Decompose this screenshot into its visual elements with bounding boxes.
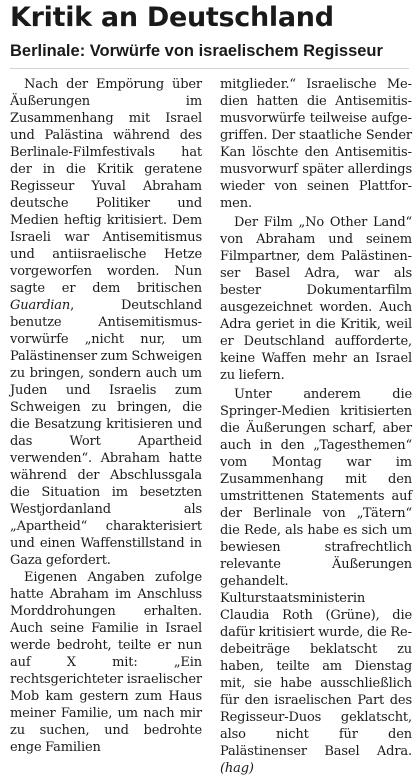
article-subheadline: Berlinale: Vorwürfe von israelischem Regisseur xyxy=(10,42,383,60)
publication-name: Guardian xyxy=(10,298,71,313)
article-paragraph: Eigenen Angaben zufolge hatte Abraham im Anschluss Morddrohungen erhalten. Auch seine Familie in Israel werde bedroht, teilte er nun auf X mit: „Ein rechtsgerichteter israelischer Mob kam gestern zum Haus meiner Familie, um nach mir zu suchen, und bedrohte enge Familien xyxy=(10,570,202,755)
paragraph-text: , Deutschland benutze Antisemitismusvorwürfe „nicht nur, um Palästinenser zum Schweigen zu bringen, sondern auch um Juden und Israelis zum Schweigen zu bringen, die die Besatzung kritisieren und das Wort Apartheid verwenden“. Abraham hatte während der Abschlussgala die Situation im besetzten Westjordanland als „Apartheid“ charakterisiert und einen Waffenstillstand in Gaza gefordert. xyxy=(10,298,202,568)
article-paragraph: Der Film „No Other Land“ von Abraham und seinem Filmpartner, dem Palästinenser Basel Adra, war als bester Dokumentarfilm ausgezeichnet worden. Auch Adra geriet in die Kritik, weil er Deutschland aufforderte, keine Waffen mehr an Israel zu liefern. xyxy=(220,215,412,383)
article-paragraph: mitglieder.“ Israelische Medien hatten die Antisemitismusvorwürfe teilweise aufgegriffen. Der staatliche Sender Kan löschte den Antisemitismusvorwurf später allerdings wieder von seinen Plattformen. xyxy=(220,77,412,211)
article-paragraph xyxy=(10,76,202,569)
article-column-right xyxy=(220,76,412,777)
article-column-left xyxy=(10,76,202,756)
author-signature: (hag) xyxy=(220,761,254,776)
header-divider xyxy=(10,68,409,69)
article-headline: Kritik an Deutschland xyxy=(10,2,334,33)
article-paragraph xyxy=(220,386,412,777)
paragraph-text: Unter anderem die Springer-Medien kritisierten die Äußerungen scharf, aber auch in den „Tagesthemen“ vom Montag war im Zusammenhang mit den umstrittenen Statements auf der Berlinale von „Tätern“ die Rede, als habe es sich um bewiesen strafrechtlich relevante Äußerungen gehandelt. Kulturstaatsministerin Claudia Roth (Grüne), die dafür kritisiert wurde, die Redebeiträge beklatscht zu haben, teilte am Dienstag mit, sie habe ausschließlich für den israelischen Part des Regisseur-Duos geklatscht, also nicht für den Palästinenser Basel Adra. xyxy=(220,387,412,759)
paragraph-text: Nach der Empörung über Äußerungen im Zusammenhang mit Israel und Palästina während des Berlinale-Filmfestivals hat der in die Kritik geratene Regisseur Yuval Abraham deutsche Politiker und Medien heftig kritisiert. Dem Israeli war Antisemitismus und antiisraelische Hetze vorgeworfen worden. Nun sagte er dem britischen xyxy=(10,77,202,296)
